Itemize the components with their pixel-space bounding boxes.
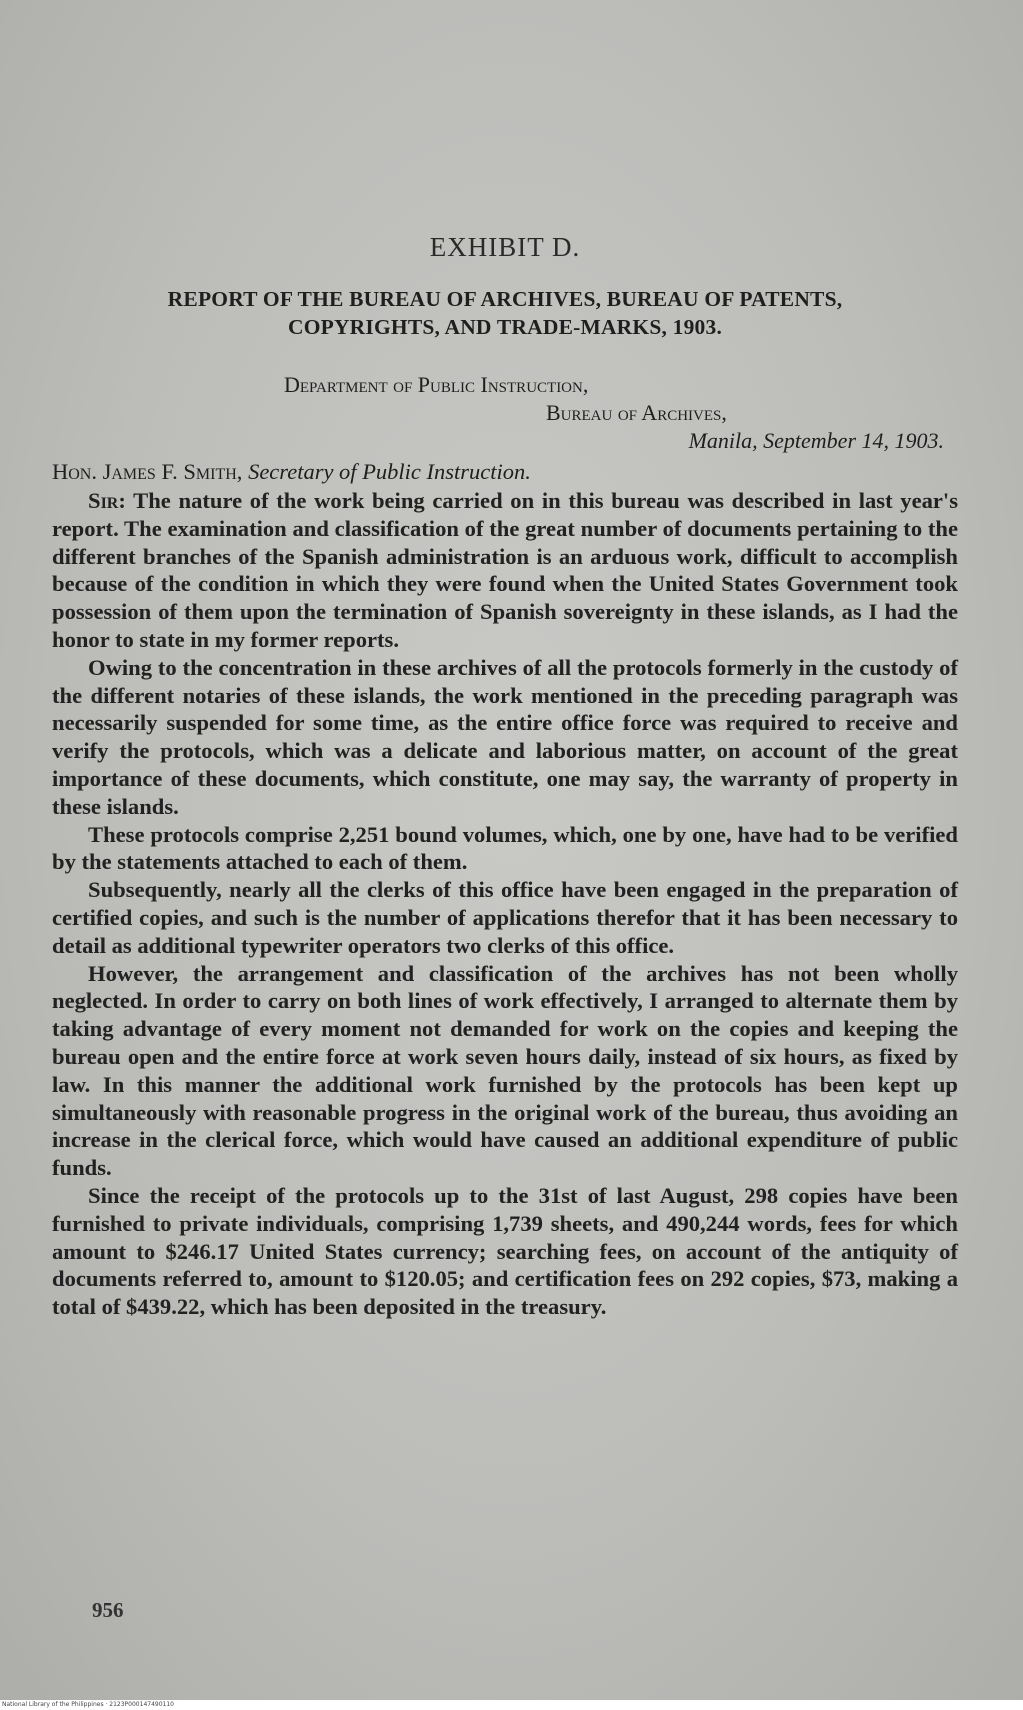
- letter-body: [52, 487, 958, 1321]
- paragraph: [52, 487, 958, 654]
- page-number: 956: [92, 1598, 124, 1622]
- page-text: [52, 232, 958, 1321]
- salutation: Sir:: [88, 488, 126, 513]
- paragraph: Owing to the concentration in these archives of all the protocols formerly in the custody of the different notaries of these islands, the work mentioned in the preceding paragraph was necessarily suspended for some time, as the entire office force was required to receive and verify the protocols, which was a delicate and laborious matter, on account of the great importance of these documents, which constitute, one may say, the warranty of property in these islands.: [52, 654, 958, 819]
- paragraph: However, the arrangement and classification of the archives has not been wholly neglected. In order to carry on both lines of work effectively, I arranged to alternate them by taking advantage of every moment not demanded for work on the copies and keeping the bureau open and the entire force at work seven hours daily, instead of six hours, as fixed by law. In this manner the additional work furnished by the protocols has been kept up simultaneously with reasonable progress in the original work of the bureau, thus avoiding an increase in the clerical force, which would have caused an additional expenditure of public funds.: [52, 960, 958, 1181]
- department-line: Department of Public Instruction,: [284, 372, 589, 397]
- addressee-line: [52, 457, 958, 487]
- paragraph: Subsequently, nearly all the clerks of this office have been engaged in the preparation of certified copies, and such is the number of applications therefor that it has been necessary to detail as additional typewriter operators two clerks of this office.: [52, 877, 958, 958]
- report-title: [52, 285, 958, 341]
- footer-caption: National Library of the Philippines · 2123P000147490110: [2, 1701, 174, 1708]
- exhibit-heading: EXHIBIT D.: [429, 232, 581, 262]
- report-title-line-2: COPYRIGHTS, AND TRADE-MARKS, 1903.: [287, 315, 723, 339]
- paragraph: These protocols comprise 2,251 bound volumes, which, one by one, have had to be verified by the statements attached to each of them.: [52, 821, 958, 875]
- letterhead: [52, 371, 958, 455]
- bureau-line: Bureau of Archives,: [546, 400, 727, 425]
- report-title-line-1: REPORT OF THE BUREAU OF ARCHIVES, BUREAU OF PATENTS,: [167, 287, 843, 311]
- addressee-role: Secretary of Public Instruction.: [248, 459, 531, 484]
- paragraph-text: The nature of the work being carried on in this bureau was described in last year's report. The examination and classification of the great number of documents pertaining to the different branches of the Spanish administration is an arduous work, difficult to accomplish because of the condition in which they were found when the United States Government took possession of them upon the termination of Spanish sovereignty in these islands, as I had the honor to state in my former reports.: [52, 488, 958, 652]
- addressee-name: Hon. James F. Smith,: [52, 459, 243, 484]
- date-line: Manila, September 14, 1903.: [688, 428, 944, 453]
- paragraph: Since the receipt of the protocols up to the 31st of last August, 298 copies have been furnished to private individuals, comprising 1,739 sheets, and 490,244 words, fees for which amount to $246.17 United States currency; searching fees, on account of the antiquity of documents referred to, amount to $120.05; and certification fees on 292 copies, $73, making a total of $439.22, which has been deposited in the treasury.: [52, 1182, 958, 1320]
